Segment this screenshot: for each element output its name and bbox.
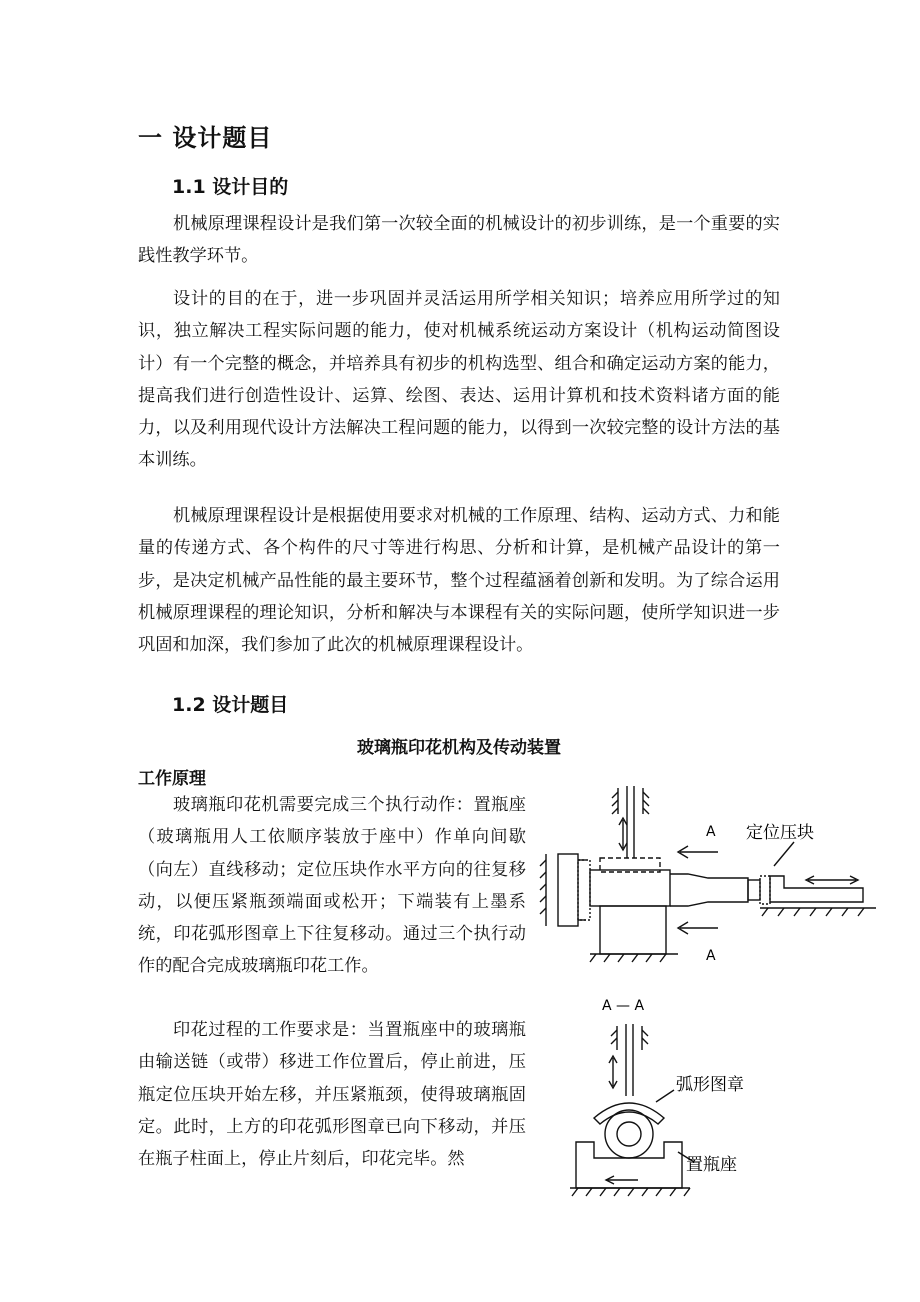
paragraph-principle-1: 玻璃瓶印花机需要完成三个执行动作：置瓶座（玻璃瓶用人工依顺序装放于座中）作单向间歇（向左）直线移动；定位压块作水平方向的往复移动，以便压紧瓶颈端面或松开；下端装有上墨系统，印花弧形图章上下往复移动。通过三个执行动作的配合完成玻璃瓶印花工作。 bbox=[138, 795, 526, 977]
locating-block-label: 定位压块 bbox=[746, 823, 814, 843]
section-title: 一 设计题目 bbox=[138, 124, 273, 152]
paragraph-purpose-2: 设计的目的在于，进一步巩固并灵活运用所学相关知识；培养应用所学过的知识，独立解决工程实际问题的能力，使对机械系统运动方案设计（机构运动简图设计）有一个完整的概念，并培养具有初步的机构选型、组合和确定运动方案的能力，提高我们进行创造性设计、运算、绘图、表达、运用计算机和技术资料诸方面的能力，以及利用现代设计方法解决工程问题的能力，以得到一次较完整的设计方法的基本训练。 bbox=[138, 289, 780, 471]
paragraph-purpose-3: 机械原理课程设计是根据使用要求对机械的工作原理、结构、运动方式、力和能量的传递方式、各个构件的尺寸等进行构思、分析和计算，是机械产品设计的第一步，是决定机械产品性能的最主要环节，整个过程蕴涵着创新和发明。为了综合运用机械原理课程的理论知识，分析和解决与本课程有关的实际问题，使所学知识进一步巩固和加深，我们参加了此次的机械原理课程设计。 bbox=[138, 506, 780, 656]
subsection-title-1-1: 1.1 设计目的 bbox=[172, 176, 289, 198]
arc-stamp-label: 弧形图章 bbox=[676, 1075, 744, 1095]
section-a-label-bottom: A bbox=[706, 948, 716, 964]
work-principle-title: 工作原理 bbox=[138, 769, 206, 789]
section-a-a-figure bbox=[566, 990, 786, 1212]
bottle-seat-label: 置瓶座 bbox=[686, 1155, 737, 1175]
mechanism-side-view-figure bbox=[538, 780, 880, 975]
paragraph-principle-2: 印花过程的工作要求是：当置瓶座中的玻璃瓶由输送链（或带）移进工作位置后，停止前进，压瓶定位压块开始左移，并压紧瓶颈，使得玻璃瓶固定。此时，上方的印花弧形图章已向下移动，并压在瓶子柱面上，停止片刻后，印花完毕。然 bbox=[138, 1020, 526, 1170]
subsection-title-1-2: 1.2 设计题目 bbox=[172, 694, 289, 716]
section-a-a-label: A — A bbox=[602, 998, 645, 1014]
section-a-label-top: A bbox=[706, 824, 716, 840]
design-topic-caption: 玻璃瓶印花机构及传动装置 bbox=[357, 738, 561, 758]
paragraph-purpose-1: 机械原理课程设计是我们第一次较全面的机械设计的初步训练，是一个重要的实践性教学环节。 bbox=[138, 214, 780, 267]
